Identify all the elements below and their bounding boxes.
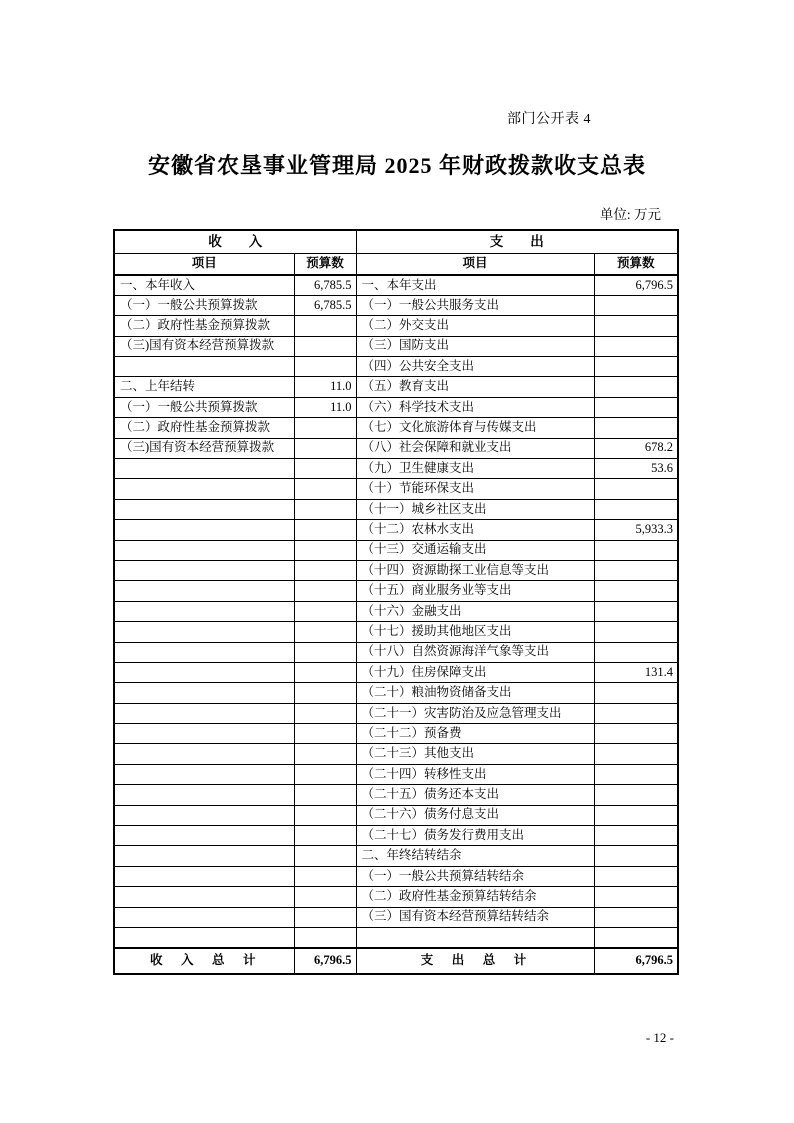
expense-value-cell	[594, 703, 678, 723]
income-item-cell	[114, 805, 294, 825]
expense-value-cell	[594, 642, 678, 662]
table-row	[114, 316, 678, 336]
income-item-cell	[114, 744, 294, 764]
unit-label: 单位: 万元	[599, 207, 661, 222]
expense-value-cell	[594, 826, 678, 846]
table-row	[114, 724, 678, 744]
income-value-cell	[294, 540, 356, 560]
income-item-cell	[114, 622, 294, 642]
income-value-cell	[294, 724, 356, 744]
expense-item-cell: （二十四）转移性支出	[356, 764, 594, 784]
table-body	[114, 275, 678, 948]
table-row	[114, 499, 678, 519]
page-number: - 12 -	[645, 1030, 674, 1045]
income-value-cell	[294, 887, 356, 907]
income-item-cell: （三)国有资本经营预算拨款	[114, 438, 294, 458]
table-row	[114, 377, 678, 397]
expense-item-cell: （十三）交通运输支出	[356, 540, 594, 560]
expense-item-cell	[356, 928, 594, 948]
table-row	[114, 866, 678, 886]
expense-item-cell: （十四）资源勘探工业信息等支出	[356, 560, 594, 580]
income-item-cell	[114, 540, 294, 560]
expense-value-cell	[594, 418, 678, 438]
expense-item-cell: （二十五）债务还本支出	[356, 785, 594, 805]
income-value-cell	[294, 520, 356, 540]
table-row	[114, 928, 678, 948]
expense-value-cell	[594, 805, 678, 825]
expense-value-cell	[594, 683, 678, 703]
income-value-cell	[294, 459, 356, 479]
income-item-cell: 二、上年结转	[114, 377, 294, 397]
income-item-cell	[114, 703, 294, 723]
table-row	[114, 907, 678, 927]
income-value-cell	[294, 907, 356, 927]
column-header-row	[114, 254, 678, 276]
table-row	[114, 560, 678, 580]
expense-budget-column-header: 预算数	[594, 254, 678, 276]
expense-value-cell: 6,796.5	[594, 275, 678, 295]
table-row	[114, 805, 678, 825]
expense-item-cell: （二十七）债务发行费用支出	[356, 826, 594, 846]
income-value-cell	[294, 581, 356, 601]
expense-value-cell	[594, 622, 678, 642]
expense-value-cell	[594, 601, 678, 621]
income-item-cell	[114, 764, 294, 784]
expense-value-cell	[594, 724, 678, 744]
expense-item-cell: （十六）金融支出	[356, 601, 594, 621]
income-total-label: 收 入 总 计	[114, 948, 294, 974]
expense-item-cell: （七）文化旅游体育与传媒支出	[356, 418, 594, 438]
table-row	[114, 703, 678, 723]
expense-value-cell	[594, 907, 678, 927]
income-value-cell	[294, 744, 356, 764]
income-item-cell	[114, 357, 294, 377]
income-value-cell	[294, 316, 356, 336]
expense-value-cell	[594, 581, 678, 601]
expense-item-cell: （十九）住房保障支出	[356, 662, 594, 682]
income-item-cell: （三)国有资本经营预算拨款	[114, 336, 294, 356]
income-item-cell	[114, 459, 294, 479]
expense-item-cell: 一、本年支出	[356, 275, 594, 295]
doc-label: 部门公开表 4	[507, 112, 591, 127]
income-value-cell	[294, 479, 356, 499]
table-row	[114, 357, 678, 377]
expense-value-cell: 53.6	[594, 459, 678, 479]
income-item-cell	[114, 642, 294, 662]
income-value-cell	[294, 499, 356, 519]
expense-item-cell: （二）政府性基金预算结转结余	[356, 887, 594, 907]
table-row	[114, 601, 678, 621]
income-value-cell	[294, 662, 356, 682]
income-value-cell: 11.0	[294, 377, 356, 397]
income-total-value: 6,796.5	[294, 948, 356, 974]
expense-value-cell: 131.4	[594, 662, 678, 682]
expense-item-cell: （九）卫生健康支出	[356, 459, 594, 479]
budget-table	[113, 229, 679, 975]
income-item-cell	[114, 683, 294, 703]
table-row	[114, 662, 678, 682]
table-row	[114, 520, 678, 540]
table-row	[114, 540, 678, 560]
expense-total-value: 6,796.5	[594, 948, 678, 974]
income-item-cell: （一）一般公共预算拨款	[114, 397, 294, 417]
table-row	[114, 336, 678, 356]
income-item-cell	[114, 887, 294, 907]
income-value-cell: 11.0	[294, 397, 356, 417]
section-header-row	[114, 230, 678, 254]
income-item-column-header: 项目	[114, 254, 294, 276]
income-value-cell	[294, 764, 356, 784]
table-row	[114, 764, 678, 784]
income-value-cell	[294, 560, 356, 580]
income-value-cell	[294, 357, 356, 377]
income-item-cell: （一）一般公共预算拨款	[114, 295, 294, 315]
expense-item-cell: （一）一般公共预算结转结余	[356, 866, 594, 886]
expense-value-cell	[594, 744, 678, 764]
expense-item-column-header: 项目	[356, 254, 594, 276]
income-value-cell	[294, 805, 356, 825]
expense-value-cell	[594, 295, 678, 315]
expense-item-cell: （二十一）灾害防治及应急管理支出	[356, 703, 594, 723]
expense-value-cell	[594, 560, 678, 580]
expense-item-cell: （二）外交支出	[356, 316, 594, 336]
expense-value-cell: 678.2	[594, 438, 678, 458]
income-item-cell	[114, 479, 294, 499]
table-row	[114, 622, 678, 642]
expense-item-cell: （三）国有资本经营预算结转结余	[356, 907, 594, 927]
income-value-cell	[294, 418, 356, 438]
expense-item-cell: （二十二）预备费	[356, 724, 594, 744]
table-row	[114, 275, 678, 295]
expense-value-cell	[594, 846, 678, 866]
income-item-cell	[114, 846, 294, 866]
expense-value-cell	[594, 397, 678, 417]
expense-value-cell	[594, 357, 678, 377]
expense-item-cell: （十七）援助其他地区支出	[356, 622, 594, 642]
expense-value-cell	[594, 928, 678, 948]
income-value-cell	[294, 622, 356, 642]
expense-value-cell	[594, 540, 678, 560]
expense-item-cell: （十五）商业服务业等支出	[356, 581, 594, 601]
expense-value-cell: 5,933.3	[594, 520, 678, 540]
expense-item-cell: （八）社会保障和就业支出	[356, 438, 594, 458]
expense-item-cell: （三）国防支出	[356, 336, 594, 356]
expense-section-header: 支 出	[356, 230, 678, 254]
income-value-cell	[294, 601, 356, 621]
expense-item-cell: （六）科学技术支出	[356, 397, 594, 417]
expense-item-cell: （二十）粮油物资储备支出	[356, 683, 594, 703]
table-row	[114, 785, 678, 805]
expense-item-cell: （十八）自然资源海洋气象等支出	[356, 642, 594, 662]
table-row	[114, 438, 678, 458]
table-row	[114, 479, 678, 499]
income-item-cell	[114, 520, 294, 540]
expense-item-cell: （五）教育支出	[356, 377, 594, 397]
table-row	[114, 887, 678, 907]
income-value-cell	[294, 336, 356, 356]
table-row	[114, 581, 678, 601]
expense-value-cell	[594, 785, 678, 805]
income-value-cell: 6,785.5	[294, 295, 356, 315]
income-item-cell: 一、本年收入	[114, 275, 294, 295]
expense-item-cell: （二十三）其他支出	[356, 744, 594, 764]
income-item-cell: （二）政府性基金预算拨款	[114, 418, 294, 438]
income-item-cell	[114, 560, 294, 580]
expense-item-cell: （十）节能环保支出	[356, 479, 594, 499]
income-value-cell	[294, 785, 356, 805]
income-value-cell	[294, 928, 356, 948]
expense-value-cell	[594, 336, 678, 356]
income-item-cell	[114, 499, 294, 519]
income-value-cell: 6,785.5	[294, 275, 356, 295]
expense-value-cell	[594, 479, 678, 499]
expense-value-cell	[594, 866, 678, 886]
expense-item-cell: （一）一般公共服务支出	[356, 295, 594, 315]
table-row	[114, 744, 678, 764]
table-row	[114, 418, 678, 438]
income-item-cell: （二）政府性基金预算拨款	[114, 316, 294, 336]
income-budget-column-header: 预算数	[294, 254, 356, 276]
table-row	[114, 459, 678, 479]
income-value-cell	[294, 826, 356, 846]
income-value-cell	[294, 642, 356, 662]
income-value-cell	[294, 846, 356, 866]
income-item-cell	[114, 724, 294, 744]
table-row	[114, 295, 678, 315]
income-item-cell	[114, 662, 294, 682]
table-row	[114, 826, 678, 846]
total-row	[114, 948, 678, 974]
expense-item-cell: （四）公共安全支出	[356, 357, 594, 377]
expense-item-cell: 二、年终结转结余	[356, 846, 594, 866]
income-item-cell	[114, 826, 294, 846]
expense-value-cell	[594, 316, 678, 336]
income-item-cell	[114, 907, 294, 927]
income-item-cell	[114, 866, 294, 886]
expense-value-cell	[594, 887, 678, 907]
income-section-header: 收 入	[114, 230, 356, 254]
table-row	[114, 846, 678, 866]
expense-total-label: 支 出 总 计	[356, 948, 594, 974]
expense-item-cell: （十一）城乡社区支出	[356, 499, 594, 519]
table-row	[114, 683, 678, 703]
expense-value-cell	[594, 764, 678, 784]
income-item-cell	[114, 601, 294, 621]
income-value-cell	[294, 866, 356, 886]
page-title: 安徽省农垦事业管理局 2025 年财政拨款收支总表	[147, 153, 646, 178]
income-value-cell	[294, 683, 356, 703]
income-item-cell	[114, 928, 294, 948]
income-item-cell	[114, 581, 294, 601]
expense-value-cell	[594, 377, 678, 397]
expense-value-cell	[594, 499, 678, 519]
income-value-cell	[294, 703, 356, 723]
income-value-cell	[294, 438, 356, 458]
table-row	[114, 397, 678, 417]
expense-item-cell: （十二）农林水支出	[356, 520, 594, 540]
table-row	[114, 642, 678, 662]
income-item-cell	[114, 785, 294, 805]
expense-item-cell: （二十六）债务付息支出	[356, 805, 594, 825]
